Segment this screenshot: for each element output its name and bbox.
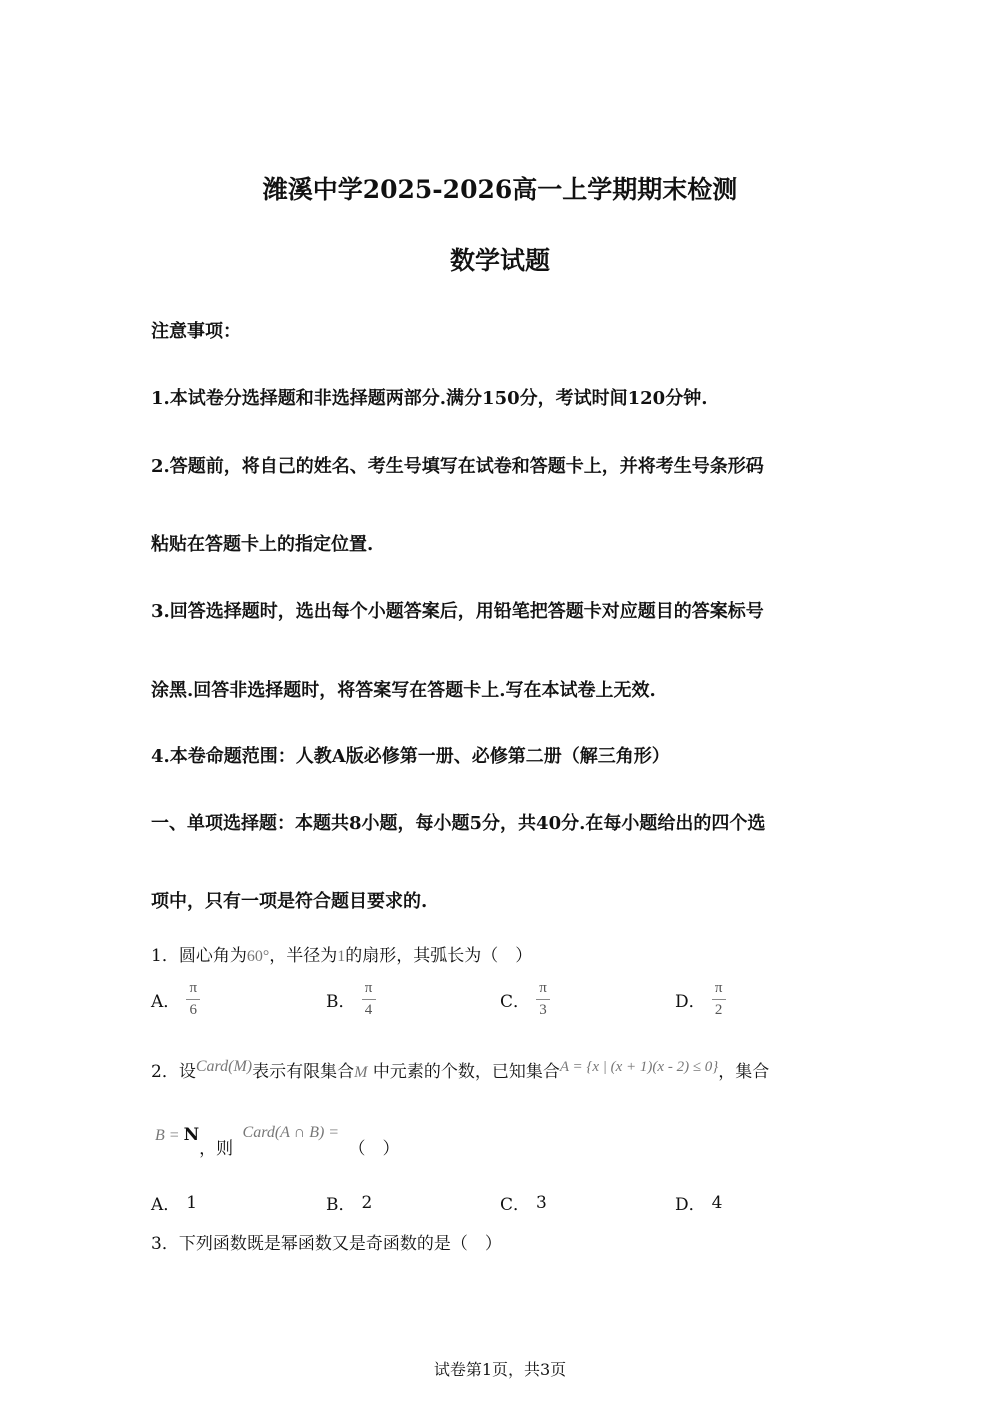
question-3: 3．下列函数既是幂函数又是奇函数的是（ ） bbox=[151, 1234, 502, 1254]
option-value: 1 bbox=[186, 1192, 198, 1213]
q2-text2: 中元素的个数，已知集合 bbox=[367, 1062, 560, 1082]
q2-card-m: Card(M) bbox=[195, 1058, 253, 1075]
fraction-numerator: π bbox=[189, 980, 198, 996]
notes-heading: 注意事项： bbox=[151, 321, 241, 342]
option-value: 2 bbox=[361, 1192, 373, 1213]
q1-suffix: 的扇形，其弧长为（ ） bbox=[345, 946, 533, 966]
q2-text3: ，集合 bbox=[718, 1062, 770, 1082]
q2-set-a: A = {x | (x + 1)(x - 2) ≤ 0} bbox=[559, 1059, 719, 1075]
question-1 bbox=[151, 941, 532, 966]
fraction-numerator: π bbox=[539, 980, 547, 996]
q1-option-a bbox=[151, 980, 200, 1018]
fraction bbox=[712, 980, 726, 1018]
option-letter: B． bbox=[326, 991, 356, 1012]
fraction bbox=[186, 980, 200, 1018]
q2-paren: （ ） bbox=[348, 1139, 400, 1159]
q2-prefix: 2．设 bbox=[151, 1062, 196, 1082]
q2-option-d bbox=[675, 1190, 722, 1215]
note-4: 4.本卷命题范围：人教A版必修第一册、必修第二册（解三角形） bbox=[151, 746, 670, 767]
q2-option-a bbox=[151, 1190, 197, 1215]
fraction bbox=[362, 980, 376, 1018]
section1-heading: 一、单项选择题：本题共8小题，每小题5分，共40分.在每小题给出的四个选 bbox=[151, 813, 766, 834]
fraction-bar bbox=[186, 999, 200, 1000]
q1-option-d bbox=[675, 980, 726, 1018]
note-2: 2.答题前，将自己的姓名、考生号填写在试卷和答题卡上，并将考生号条形码 bbox=[151, 456, 764, 477]
note-3-cont: 涂黑.回答非选择题时，将答案写在答题卡上.写在本试卷上无效. bbox=[151, 680, 656, 701]
section1-heading-cont: 项中，只有一项是符合题目要求的. bbox=[151, 891, 428, 912]
exam-title: 潍溪中学2025-2026高一上学期期末检测 bbox=[262, 175, 738, 204]
q2-option-b bbox=[326, 1190, 372, 1215]
q1-angle: 60° bbox=[246, 948, 270, 965]
natural-numbers-symbol: N bbox=[183, 1125, 200, 1145]
q1-option-b bbox=[326, 980, 376, 1018]
fraction-numerator: π bbox=[364, 980, 373, 996]
q2-then: ，则 bbox=[199, 1139, 234, 1159]
fraction bbox=[536, 980, 550, 1018]
option-letter: A． bbox=[151, 991, 181, 1012]
q1-radius: 1 bbox=[337, 948, 346, 965]
option-letter: D． bbox=[675, 1195, 706, 1215]
fraction-denominator: 6 bbox=[189, 1002, 198, 1018]
fraction-denominator: 2 bbox=[714, 1002, 723, 1018]
q2-b-eq: B = bbox=[155, 1127, 184, 1144]
q1-prefix: 1．圆心角为 bbox=[151, 946, 247, 966]
fraction-numerator: π bbox=[714, 980, 723, 996]
option-letter: C． bbox=[500, 1195, 531, 1215]
fraction-denominator: 4 bbox=[364, 1002, 373, 1018]
option-letter: C． bbox=[500, 991, 531, 1012]
option-letter: D． bbox=[675, 991, 706, 1012]
fraction-bar bbox=[536, 999, 550, 1000]
exam-subtitle: 数学试题 bbox=[449, 246, 550, 275]
option-value: 3 bbox=[536, 1192, 547, 1213]
note-3: 3.回答选择题时，选出每个小题答案后，用铅笔把答题卡对应题目的答案标号 bbox=[151, 601, 764, 622]
fraction-denominator: 3 bbox=[539, 1002, 547, 1018]
option-value: 4 bbox=[711, 1192, 723, 1213]
option-letter: B． bbox=[326, 1195, 356, 1215]
option-letter: A． bbox=[151, 1195, 181, 1215]
question-2 bbox=[151, 1057, 769, 1082]
fraction-bar bbox=[362, 999, 376, 1000]
q2-card-ab: Card(A ∩ B) = bbox=[242, 1124, 340, 1141]
q2-set-m: M bbox=[354, 1064, 368, 1081]
q1-mid: ，半径为 bbox=[269, 946, 338, 966]
fraction-bar bbox=[712, 999, 726, 1000]
question-2-cont bbox=[155, 1120, 400, 1159]
q1-option-c bbox=[500, 980, 550, 1018]
note-2-cont: 粘贴在答题卡上的指定位置. bbox=[151, 534, 374, 555]
note-1: 1.本试卷分选择题和非选择题两部分.满分150分，考试时间120分钟. bbox=[151, 388, 708, 409]
page-footer: 试卷第1页，共3页 bbox=[433, 1360, 567, 1379]
q2-option-c bbox=[500, 1190, 547, 1215]
q2-text1: 表示有限集合 bbox=[252, 1062, 355, 1082]
